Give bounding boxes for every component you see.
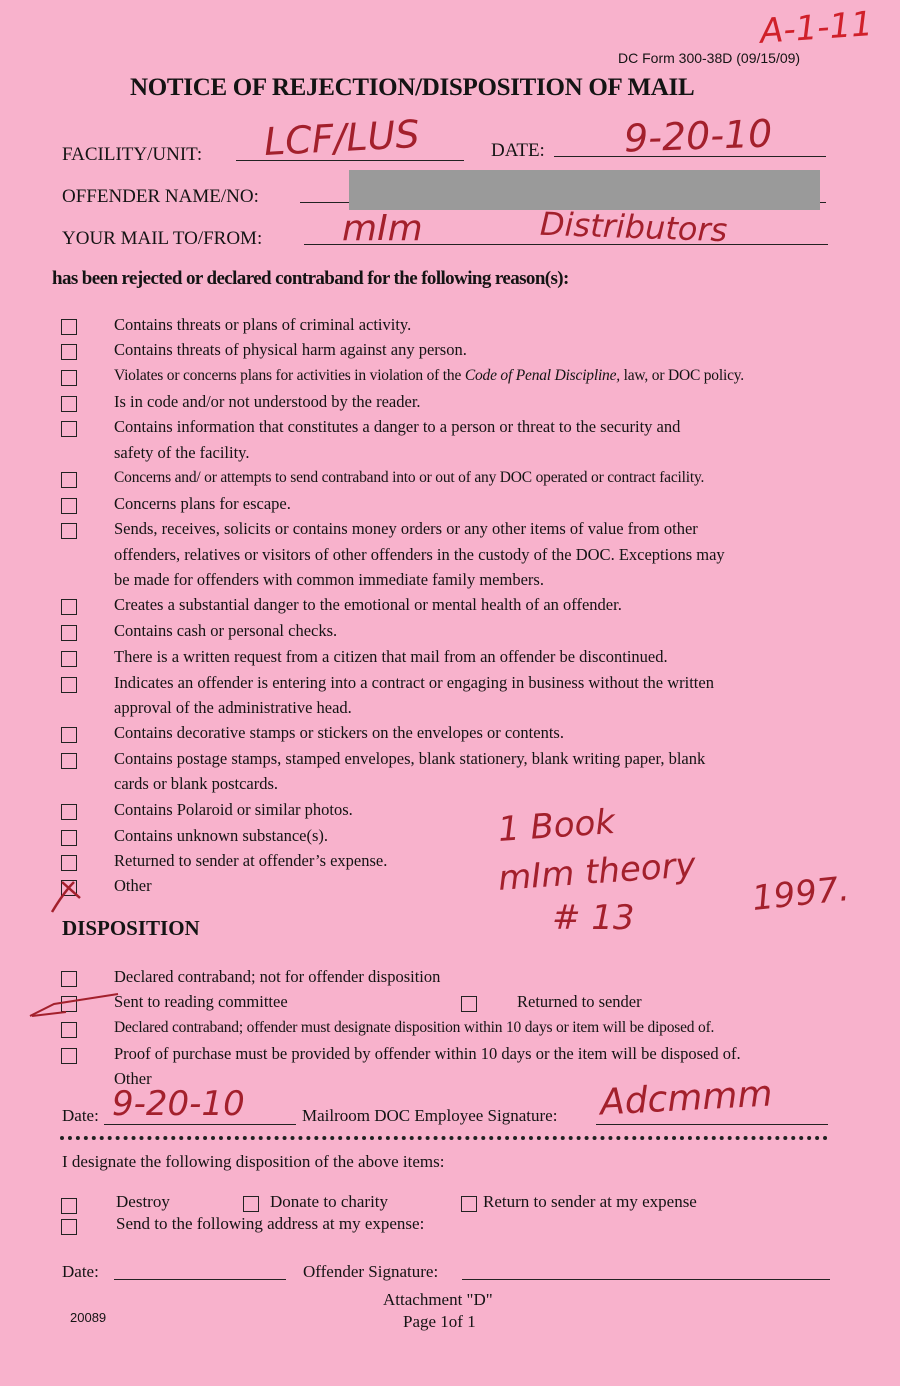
reason-text: Concerns and/ or attempts to send contraband into or out of any DOC operated or contract facility. bbox=[114, 469, 705, 486]
reason-text: Contains Polaroid or similar photos. bbox=[114, 800, 353, 819]
reason-text: cards or blank postcards. bbox=[114, 774, 279, 793]
reason-text: Concerns plans for escape. bbox=[114, 494, 291, 513]
reason-text: be made for offenders with common immediate family members. bbox=[114, 570, 544, 589]
reason-text: Contains threats of physical harm against any person. bbox=[114, 340, 467, 359]
reason-text: Is in code and/or not understood by the reader. bbox=[114, 392, 421, 411]
reason-text-italic: Code of Penal Discipline, bbox=[464, 367, 620, 384]
send-address-label: Send to the following address at my expense: bbox=[116, 1214, 425, 1233]
donate-label: Donate to charity bbox=[270, 1192, 389, 1211]
employee-signature: Adcmmm bbox=[599, 1073, 774, 1124]
reason-checkbox[interactable] bbox=[61, 523, 77, 539]
other-note-year: 1997. bbox=[750, 869, 852, 919]
disposition-checkbox[interactable] bbox=[61, 1022, 77, 1038]
disposition-text: Declared contraband; offender must designate disposition within 10 days or item will be diposed of. bbox=[114, 1019, 715, 1036]
reason-text: Contains threats or plans of criminal activity. bbox=[114, 315, 412, 334]
handwritten-check-mark bbox=[44, 868, 104, 918]
returned-to-sender-checkbox[interactable] bbox=[461, 996, 477, 1012]
form-code: 20089 bbox=[70, 1310, 107, 1325]
form-title: NOTICE OF REJECTION/DISPOSITION OF MAIL bbox=[130, 74, 695, 101]
reason-text: Other bbox=[114, 876, 152, 895]
reason-checkbox[interactable] bbox=[61, 830, 77, 846]
reason-text: Returned to sender at offender’s expense. bbox=[114, 851, 388, 870]
reason-text: There is a written request from a citizen that mail from an offender be discontinued. bbox=[114, 647, 668, 666]
reason-text-part: Violates or concerns plans for activities in violation of the bbox=[114, 367, 465, 384]
reason-text: Sends, receives, solicits or contains money orders or any other items of value from other bbox=[114, 519, 698, 538]
reasons-heading: has been rejected or declared contraband for the following reason(s): bbox=[52, 268, 569, 289]
mail-from-handwriting-1: mIm bbox=[342, 208, 423, 249]
offender-signature-label: Offender Signature: bbox=[303, 1262, 439, 1281]
reason-text: Contains decorative stamps or stickers on the envelopes or contents. bbox=[114, 723, 564, 742]
mail-from-handwriting-2: Distributors bbox=[539, 204, 728, 250]
employee-signature-label: Mailroom DOC Employee Signature: bbox=[302, 1106, 558, 1125]
attachment-label: Attachment "D" bbox=[383, 1290, 493, 1309]
send-address-checkbox[interactable] bbox=[61, 1219, 77, 1235]
other-note-line2: mIm theory bbox=[496, 845, 697, 899]
employee-date-label: Date: bbox=[62, 1106, 99, 1125]
offender-date-label: Date: bbox=[62, 1262, 99, 1281]
reason-text: safety of the facility. bbox=[114, 443, 250, 462]
offender-date-line[interactable] bbox=[114, 1279, 286, 1280]
reason-text: Contains information that constitutes a danger to a person or threat to the security and bbox=[114, 417, 681, 436]
facility-handwriting: LCF/LUS bbox=[262, 111, 421, 165]
returned-to-sender-label: Returned to sender bbox=[517, 992, 642, 1011]
reason-checkbox[interactable] bbox=[61, 625, 77, 641]
donate-checkbox[interactable] bbox=[243, 1196, 259, 1212]
offender-instruction: I designate the following disposition of the above items: bbox=[62, 1152, 445, 1171]
reason-text: Contains cash or personal checks. bbox=[114, 621, 338, 640]
return-label: Return to sender at my expense bbox=[483, 1192, 697, 1211]
reason-checkbox[interactable] bbox=[61, 804, 77, 820]
offender-signature-line[interactable] bbox=[462, 1279, 830, 1280]
reason-checkbox[interactable] bbox=[61, 396, 77, 412]
mail-label: YOUR MAIL TO/FROM: bbox=[62, 228, 263, 249]
facility-label: FACILITY/UNIT: bbox=[62, 144, 203, 165]
destroy-checkbox[interactable] bbox=[61, 1198, 77, 1214]
employee-signature-line bbox=[596, 1124, 828, 1125]
reason-checkbox[interactable] bbox=[61, 319, 77, 335]
other-note-line1: 1 Book bbox=[496, 801, 617, 851]
disposition-text: Declared contraband; not for offender disposition bbox=[114, 967, 441, 986]
offender-label: OFFENDER NAME/NO: bbox=[62, 186, 259, 207]
employee-date-line bbox=[104, 1124, 296, 1125]
dotted-divider bbox=[60, 1136, 828, 1140]
reason-checkbox[interactable] bbox=[61, 370, 77, 386]
reason-checkbox[interactable] bbox=[61, 753, 77, 769]
reason-checkbox[interactable] bbox=[61, 727, 77, 743]
reason-text: offenders, relatives or visitors of other offenders in the custody of the DOC. Exceptions may bbox=[114, 545, 725, 564]
destroy-label: Destroy bbox=[116, 1192, 170, 1211]
reason-text: Contains unknown substance(s). bbox=[114, 826, 329, 845]
reason-text: Indicates an offender is entering into a contract or engaging in business without the written bbox=[114, 673, 714, 692]
reason-text: Contains postage stamps, stamped envelopes, blank stationery, blank writing paper, blank bbox=[114, 749, 706, 768]
return-checkbox[interactable] bbox=[461, 1196, 477, 1212]
reason-checkbox[interactable] bbox=[61, 599, 77, 615]
disposition-heading: DISPOSITION bbox=[62, 916, 200, 940]
disposition-other-label: Other bbox=[114, 1069, 152, 1088]
reason-checkbox[interactable] bbox=[61, 421, 77, 437]
disposition-checkbox[interactable] bbox=[61, 1048, 77, 1064]
disposition-text: Proof of purchase must be provided by offender within 10 days or the item will be disposed of. bbox=[114, 1044, 741, 1063]
redaction-box bbox=[349, 170, 820, 210]
disposition-checkbox[interactable] bbox=[61, 971, 77, 987]
reason-checkbox[interactable] bbox=[61, 498, 77, 514]
employee-date-handwriting: 9-20-10 bbox=[112, 1084, 245, 1124]
reason-text-part: law, or DOC policy. bbox=[619, 367, 744, 384]
reason-text: Creates a substantial danger to the emotional or mental health of an offender. bbox=[114, 595, 622, 614]
handwritten-corner-note: A-1-11 bbox=[758, 4, 874, 52]
reason-checkbox[interactable] bbox=[61, 677, 77, 693]
reason-checkbox[interactable] bbox=[61, 651, 77, 667]
reason-checkbox[interactable] bbox=[61, 472, 77, 488]
page-number: Page 1of 1 bbox=[403, 1312, 476, 1331]
disposition-text: Sent to reading committee bbox=[114, 992, 288, 1011]
date-label: DATE: bbox=[491, 140, 545, 161]
form-number: DC Form 300-38D (09/15/09) bbox=[618, 50, 801, 66]
reason-text bbox=[114, 363, 744, 389]
date-handwriting: 9-20-10 bbox=[623, 111, 774, 161]
reason-checkbox[interactable] bbox=[61, 344, 77, 360]
other-note-line3: # 13 bbox=[552, 898, 635, 938]
reason-text: approval of the administrative head. bbox=[114, 698, 352, 717]
